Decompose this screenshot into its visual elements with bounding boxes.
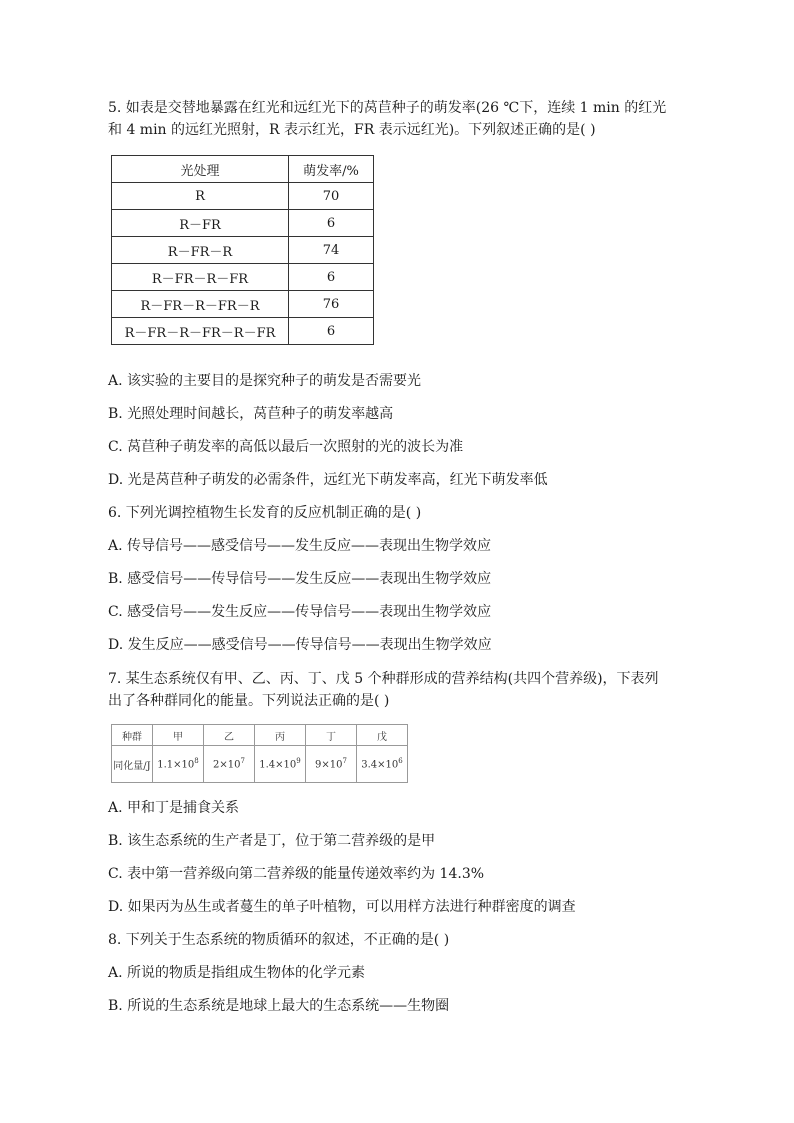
energy-exponent: 8 (194, 757, 199, 766)
q5-option-a[interactable]: A. 该实验的主要目的是探究种子的萌发是否需要光 (108, 373, 422, 389)
energy-mantissa: 1.1×10 (157, 759, 195, 771)
q8-stem: 8. 下列关于生态系统的物质循环的叙述，不正确的是( ) (108, 932, 450, 948)
rate-cell: 6 (289, 264, 374, 291)
species-name: 甲 (153, 725, 204, 746)
treatment-cell: R－FR－R－FR－R (112, 291, 289, 318)
energy-mantissa: 1.4×10 (259, 759, 297, 771)
energy-table (111, 724, 408, 783)
q6-stem: 6. 下列光调控植物生长发育的反应机制正确的是( ) (108, 505, 422, 521)
energy-mantissa: 2×10 (213, 759, 241, 771)
energy-exponent: 7 (342, 757, 347, 766)
q8-option-a[interactable]: A. 所说的物质是指组成生物体的化学元素 (108, 965, 366, 981)
species-row (112, 725, 408, 746)
q6-option-a[interactable]: A. 传导信号——感受信号——发生反应——表现出生物学效应 (108, 538, 492, 554)
treatment-cell: R－FR－R－FR－R－FR (112, 318, 289, 345)
q7-option-b[interactable]: B. 该生态系统的生产者是丁，位于第二营养级的是甲 (108, 833, 436, 849)
treatment-cell: R－FR－R－FR (112, 264, 289, 291)
species-label: 种群 (112, 725, 153, 746)
q6-option-d[interactable]: D. 发生反应——感受信号——传导信号——表现出生物学效应 (108, 637, 492, 653)
table-row (112, 210, 374, 237)
table-row (112, 183, 374, 210)
q8-option-b[interactable]: B. 所说的生态系统是地球上最大的生态系统——生物圈 (108, 998, 450, 1014)
q5-stem-line2: 和 4 min 的远红光照射，R 表示红光，FR 表示远红光)。下列叙述正确的是( ) (108, 122, 596, 138)
energy-value (204, 746, 255, 783)
q5-option-c[interactable]: C. 莴苣种子萌发率的高低以最后一次照射的光的波长为准 (108, 439, 464, 455)
rate-cell: 70 (289, 183, 374, 210)
table-row (112, 237, 374, 264)
energy-mantissa: 9×10 (315, 759, 343, 771)
rate-cell: 6 (289, 210, 374, 237)
rate-cell: 76 (289, 291, 374, 318)
q7-stem-line1: 7. 某生态系统仅有甲、乙、丙、丁、戊 5 个种群形成的营养结构(共四个营养级)，下表列 (108, 671, 659, 687)
col-header-light: 光处理 (112, 156, 289, 183)
q6-option-c[interactable]: C. 感受信号——发生反应——传导信号——表现出生物学效应 (108, 604, 492, 620)
light-treatment-table (111, 155, 374, 345)
energy-label: 同化量/J (112, 746, 153, 783)
q7-stem-line2: 出了各种群同化的能量。下列说法正确的是( ) (108, 693, 390, 709)
q5-option-d[interactable]: D. 光是莴苣种子萌发的必需条件，远红光下萌发率高，红光下萌发率低 (108, 472, 548, 488)
energy-value (357, 746, 408, 783)
energy-value (255, 746, 306, 783)
q7-option-c[interactable]: C. 表中第一营养级向第二营养级的能量传递效率约为 14.3% (108, 866, 485, 882)
table-row (112, 264, 374, 291)
energy-exponent: 6 (398, 757, 403, 766)
table-row (112, 291, 374, 318)
col-header-rate: 萌发率/% (289, 156, 374, 183)
species-name: 戊 (357, 725, 408, 746)
treatment-cell: R－FR (112, 210, 289, 237)
energy-value (306, 746, 357, 783)
q7-option-a[interactable]: A. 甲和丁是捕食关系 (108, 800, 240, 816)
rate-cell: 6 (289, 318, 374, 345)
q5-stem-line1: 5. 如表是交替地暴露在红光和远红光下的莴苣种子的萌发率(26 ℃下，连续 1 min 的红光 (108, 100, 667, 116)
energy-exponent: 9 (296, 757, 301, 766)
rate-cell: 74 (289, 237, 374, 264)
q6-option-b[interactable]: B. 感受信号——传导信号——发生反应——表现出生物学效应 (108, 571, 492, 587)
treatment-cell: R－FR－R (112, 237, 289, 264)
energy-exponent: 7 (240, 757, 245, 766)
energy-mantissa: 3.4×10 (361, 759, 399, 771)
table-row (112, 318, 374, 345)
species-name: 丙 (255, 725, 306, 746)
species-name: 丁 (306, 725, 357, 746)
energy-row (112, 746, 408, 783)
treatment-cell: R (112, 183, 289, 210)
energy-value (153, 746, 204, 783)
q5-option-b[interactable]: B. 光照处理时间越长，莴苣种子的萌发率越高 (108, 406, 394, 422)
table-header-row (112, 156, 374, 183)
q7-option-d[interactable]: D. 如果丙为丛生或者蔓生的单子叶植物，可以用样方法进行种群密度的调查 (108, 899, 576, 915)
species-name: 乙 (204, 725, 255, 746)
